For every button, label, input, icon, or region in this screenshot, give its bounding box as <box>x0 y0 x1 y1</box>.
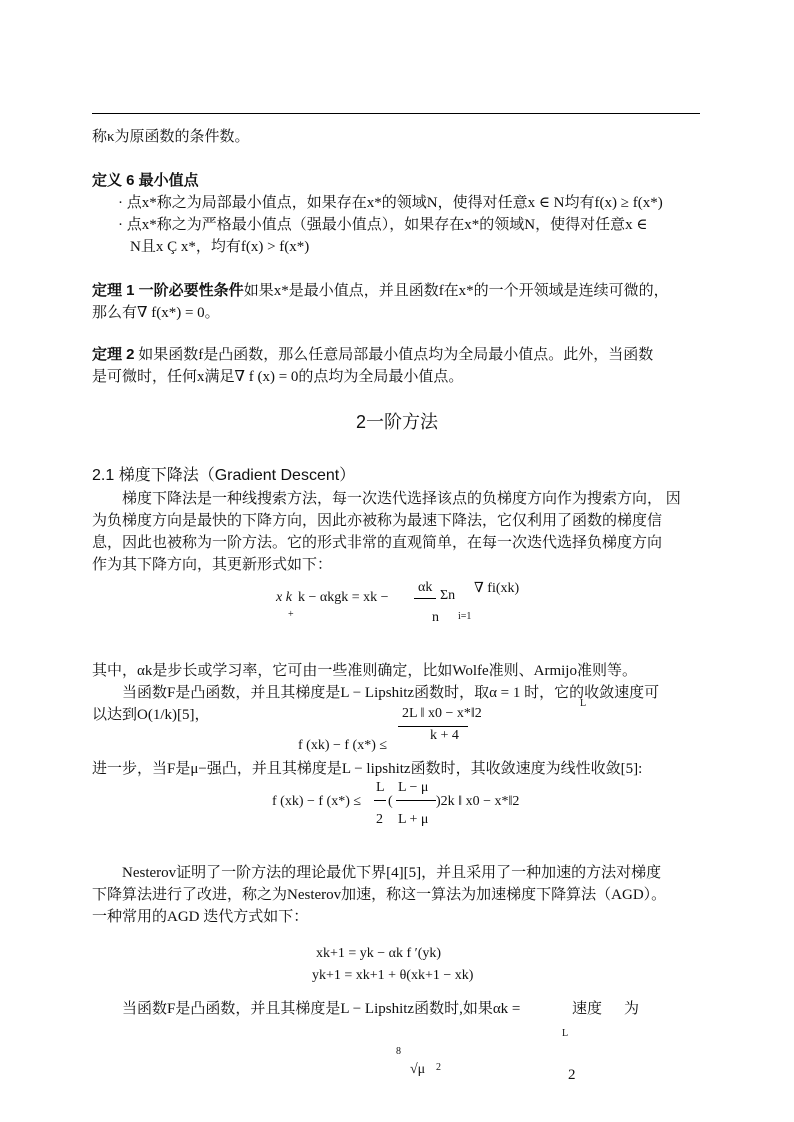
eq1-frac-den: n <box>432 610 439 625</box>
nesterov-line-3: 一种常用的AGD 迭代方式如下： <box>92 909 309 925</box>
eq1-lhs-sub: + <box>288 609 294 620</box>
theorem-1-text-2: 那么有∇ f(x*) = 0。 <box>92 305 220 321</box>
eq2-numerator: 2L ‖ x0 − x*‖2 <box>402 706 482 721</box>
eq2-frac-bar <box>398 726 468 727</box>
nesterov-line-2: 下降算法进行了改进，称之为Nesterov加速，称这一算法为加速梯度下降算法（AGD）。 <box>92 887 667 903</box>
eq3-L: L <box>376 780 385 795</box>
gd-paragraph-line-4: 作为其下降方向，其更新形式如下： <box>92 557 333 573</box>
definition-6-title: 定义 6 最小值点 <box>92 172 199 189</box>
agd-rate-wei: 为 <box>624 1001 640 1017</box>
paragraph-condition-number: 称κ为原函数的条件数。 <box>92 129 250 145</box>
agd-rate-L: L <box>562 1028 569 1039</box>
theorem-2-line-1 <box>92 344 702 366</box>
definition-6-bullet-2b: N且x Ç x*，均有f(x) > f(x*) <box>130 239 310 255</box>
eq1-frac-bar <box>414 598 436 599</box>
agd-rate-sqrt-mu: √μ <box>410 1062 426 1077</box>
eq1-frac-num: αk <box>418 580 433 595</box>
definition-6-bullet-2a: · 点x*称之为严格最小值点（强最小值点），如果存在x*的领域N，使得对任意x ∈ <box>118 217 648 233</box>
eq1-sum-index: i=1 <box>458 611 472 622</box>
eq1-body: k − αkgk = xk − <box>298 590 389 605</box>
eq3-lhs: f (xk) − f (x*) ≤ <box>272 794 362 809</box>
definition-6-bullet-1: · 点x*称之为局部最小值点，如果存在x*的领域N，使得对任意x ∈ N均有f(x) ≥ f(x*) <box>118 195 663 211</box>
eq2-lhs: f (xk) − f (x*) ≤ <box>298 738 388 753</box>
agd-rate-speed: 速度 <box>572 1001 603 1017</box>
gd-step-size-line: 其中，αk是步长或学习率，它可由一些准则确定，比如Wolfe准则、Armijo准则等。 <box>92 663 637 679</box>
eq3-den-L-mu: L + μ <box>398 812 429 827</box>
eq3-frac-num: L − μ <box>398 780 429 795</box>
agd-rate-two-small: 2 <box>436 1062 441 1073</box>
eq1-sum: Σn <box>440 588 456 603</box>
agd-rate-eight: 8 <box>396 1046 401 1057</box>
gd-paragraph-line-3: 息，因此也被称为一阶方法。它的形式非常的直观简单，在每一次迭代选择负梯度方向 <box>92 535 663 551</box>
theorem-1-line-1 <box>92 280 702 302</box>
theorem-2-text-2: 是可微时，任何x满足∇ f (x) = 0的点均为全局最小值点。 <box>92 369 464 385</box>
subsection-2-1-heading: 2.1 梯度下降法（Gradient Descent） <box>92 467 356 484</box>
gd-strong-convex-line: 进一步，当F是μ−强凸，并且其梯度是L − lipshitz函数时，其收敛速度为线性收敛[5]: <box>92 761 643 777</box>
eq3-rest: )2k ‖ x0 − x*‖2 <box>436 794 520 809</box>
gd-rate-line: 以达到O(1/k)[5]， <box>92 707 210 723</box>
theorem-2-label: 定理 2 <box>92 346 135 363</box>
eq4-line-2: yk+1 = xk+1 + θ(xk+1 − xk) <box>312 968 474 983</box>
gd-paragraph-line-2: 为负梯度方向是最快的下降方向，因此亦被称为最速下降法，它仅利用了函数的梯度信 <box>92 513 663 529</box>
theorem-2-text-1: 如果函数f是凸函数，那么任意局部最小值点均为全局最小值点。此外，当函数 <box>134 347 654 363</box>
eq3-frac-bar-2 <box>396 800 436 801</box>
eq1-gradient: ∇ fi(xk) <box>474 581 520 596</box>
section-2-heading: 2一阶方法 <box>355 412 438 432</box>
eq4-line-1: xk+1 = yk − αk f ′(yk) <box>316 946 442 961</box>
eq2-denominator: k + 4 <box>430 728 459 743</box>
eq3-den-2: 2 <box>376 812 383 827</box>
theorem-1-label: 定理 1 一阶必要性条件 <box>92 282 244 299</box>
nesterov-line-1: Nesterov证明了一阶方法的理论最优下界[4][5]，并且采用了一种加速的方法对梯度 <box>122 865 662 881</box>
eq3-frac-bar-1 <box>374 800 386 801</box>
theorem-1-text-1: 如果x*是最小值点，并且函数f在x*的一个开领域是连续可微的， <box>243 283 669 299</box>
gd-convex-L: L <box>580 698 587 709</box>
eq1-lhs: x k <box>276 590 292 605</box>
agd-rate-two: 2 <box>568 1067 576 1083</box>
agd-rate-line: 当函数F是凸函数，并且其梯度是L − Lipshitz函数时,如果αk = <box>122 1001 521 1017</box>
eq3-paren-open: ( <box>388 794 393 809</box>
gd-paragraph-line-1: 梯度下降法是一种线搜索方法，每一次迭代选择该点的负梯度方向作为搜索方向， 因 <box>122 491 681 507</box>
gd-convex-line: 当函数F是凸函数，并且其梯度是L − Lipshitz函数时，取α = 1 时，它的收敛速度可 <box>122 685 660 701</box>
header-rule <box>92 113 700 114</box>
